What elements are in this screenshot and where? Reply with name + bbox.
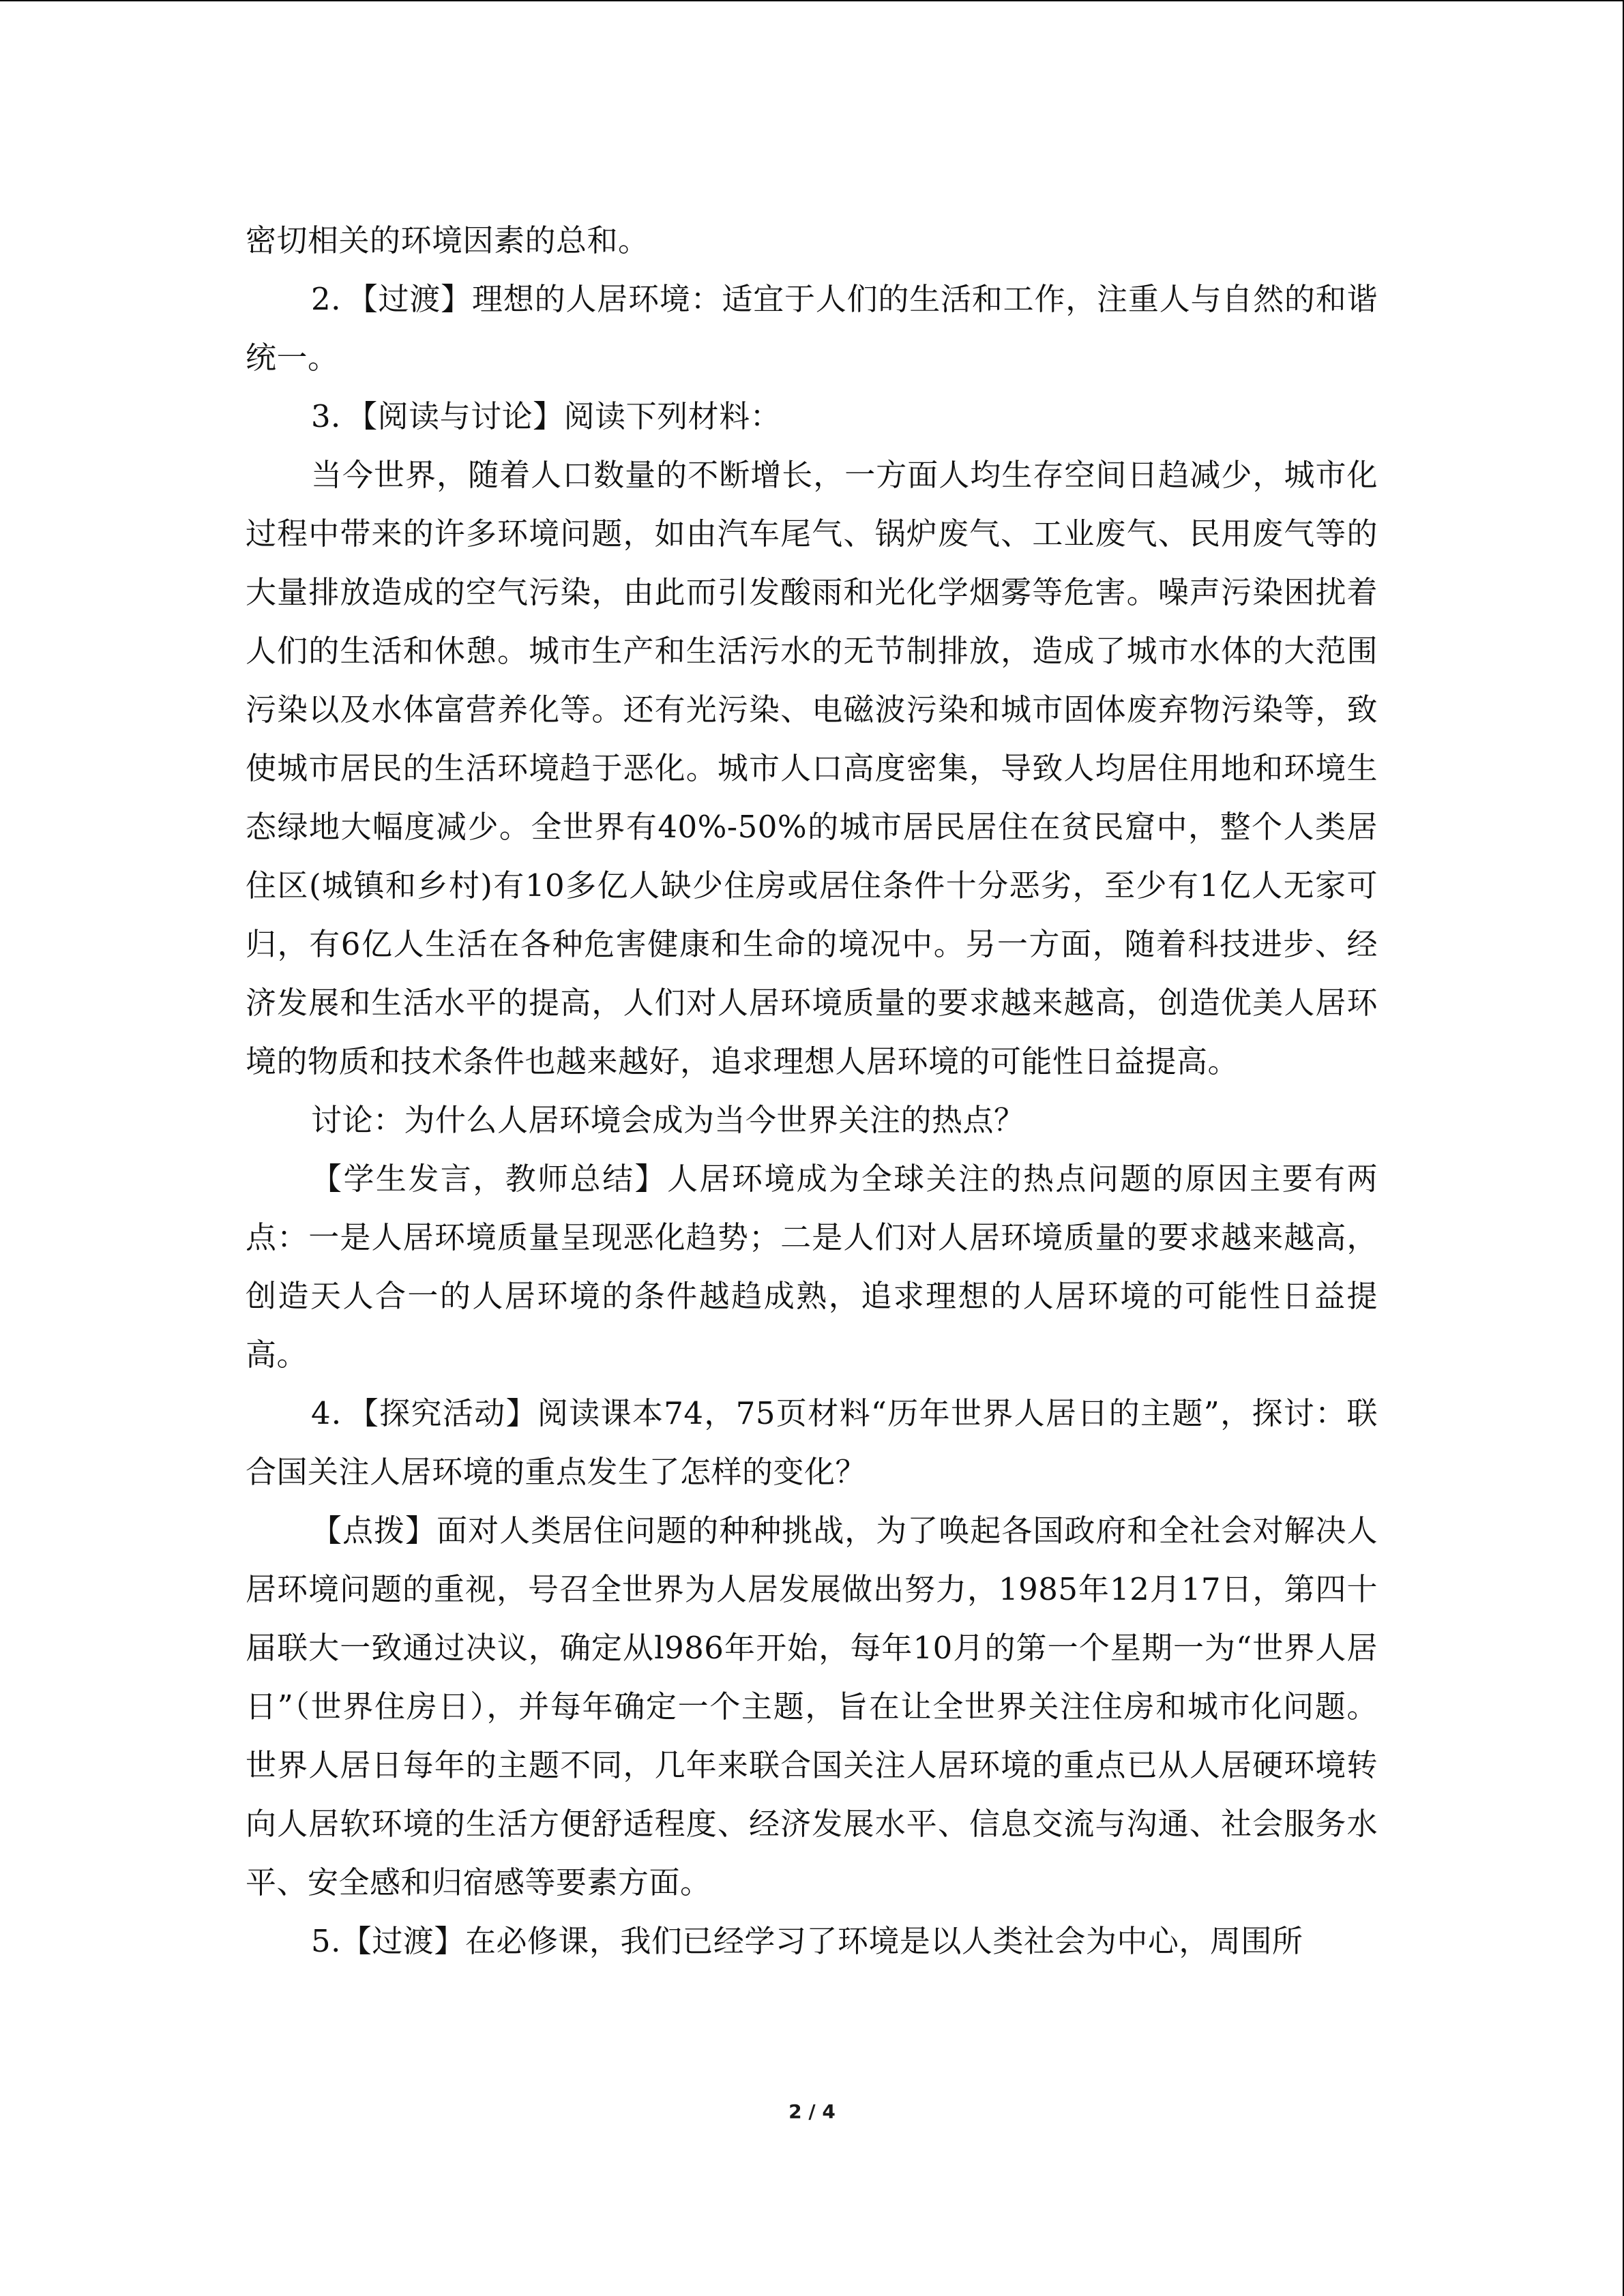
paragraph-discussion-question: 讨论：为什么人居环境会成为当今世界关注的热点？ xyxy=(311,1102,1025,1138)
paragraph-transition-environment: 5.【过渡】在必修课，我们已经学习了环境是以人类社会为中心，周围所 xyxy=(311,1923,1303,1959)
paragraph-teacher-summary: 【学生发言，教师总结】人居环境成为全球关注的热点问题的原因主要有两点：一是人居环境质量呈现恶化趋势；二是人们对人居环境质量的要求越来越高，创造天人合一的人居环境的条件越趋成熟，追求理想的人居环境的可能性日益提高。 xyxy=(246,1161,1378,1373)
paragraph-transition-ideal-environment: 2．【过渡】理想的人居环境：适宜于人们的生活和工作，注重人与自然的和谐统一。 xyxy=(246,281,1378,376)
page-number: 2 / 4 xyxy=(788,2100,836,2123)
paragraph-reading-material: 当今世界，随着人口数量的不断增长，一方面人均生存空间日趋减少，城市化过程中带来的许多环境问题，如由汽车尾气、锅炉废气、工业废气、民用废气等的大量排放造成的空气污染，由此而引发酸雨和光化学烟雾等危害。噪声污染困扰着人们的生活和休憩。城市生产和生活污水的无节制排放，造成了城市水体的大范围污染以及水体富营养化等。还有光污染、电磁波污染和城市固体废弃物污染等，致使城市居民的生活环境趋于恶化。城市人口高度密集，导致人均居住用地和环境生态绿地大幅度减少。全世界有40%-50%的城市居民居住在贫民窟中，整个人类居住区(城镇和乡村)有10多亿人缺少住房或居住条件十分恶劣，至少有1亿人无家可归，有6亿人生活在各种危害健康和生命的境况中。另一方面，随着科技进步、经济发展和生活水平的提高，人们对人居环境质量的要求越来越高，创造优美人居环境的物质和技术条件也越来越好，追求理想人居环境的可能性日益提高。 xyxy=(246,457,1378,1079)
paragraph-guidance: 【点拨】面对人类居住问题的种种挑战，为了唤起各国政府和全社会对解决人居环境问题的重视，号召全世界为人居发展做出努力，1985年12月17日，第四十届联大一致通过决议，确定从l986年开始，每年10月的第一个星期一为“世界人居日”（世界住房日），并每年确定一个主题，旨在让全世界关注住房和城市化问题。世界人居日每年的主题不同，几年来联合国关注人居环境的重点已从人居硬环境转向人居软环境的生活方便舒适程度、经济发展水平、信息交流与沟通、社会服务水平、安全感和归宿感等要素方面。 xyxy=(246,1512,1378,1900)
document-body xyxy=(246,211,1378,1971)
paragraph-continuation: 密切相关的环境因素的总和。 xyxy=(246,222,649,258)
paragraph-reading-discussion-heading: 3．【阅读与讨论】阅读下列材料： xyxy=(311,398,782,434)
paragraph-inquiry-activity: 4．【探究活动】阅读课本74，75页材料“历年世界人居日的主题”，探讨：联合国关注人居环境的重点发生了怎样的变化？ xyxy=(246,1395,1378,1490)
page-top-border xyxy=(0,0,1624,1)
